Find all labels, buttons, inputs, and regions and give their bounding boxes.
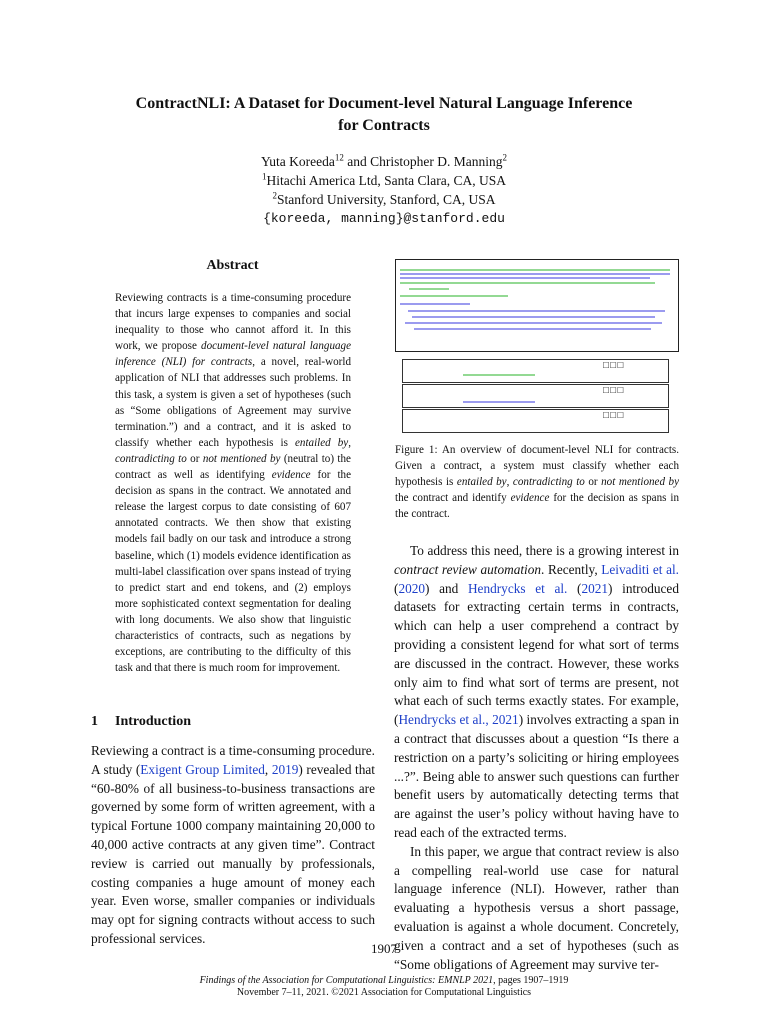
col2-paren: (: [567, 580, 582, 596]
col2-em: contract review automation: [394, 561, 542, 577]
caption-em-entailed: entailed by: [456, 476, 507, 488]
intro-text-2: ) revealed that “60-80% of all business-to-business transactions are governed by some form of written agreement, with a typical Fortune 1000 company maintaining 20,000 to 40,000 active contracts at any given time”. Contract review is carried out manually by professionals, costing companies a huge amount of money each year. Even worse, smaller companies or individuals may opt for signing contracts without access to such professional services.: [91, 761, 375, 946]
caption-or: or: [584, 476, 602, 488]
abstract-text-3: (neutral to) the contract as well as identifying: [115, 452, 351, 482]
author-and: and: [343, 154, 371, 169]
title-line-2: for Contracts: [338, 117, 430, 134]
contract-span-bar: [414, 328, 651, 330]
paper-title: [60, 93, 708, 137]
abstract-comma: ,: [348, 436, 351, 449]
col2-text-2: . Recently,: [541, 561, 602, 577]
affiliation-1-mark: 1: [261, 171, 267, 182]
citation-year-link[interactable]: 2019: [271, 761, 299, 777]
abstract-text-1: Reviewing contracts is a time-consuming procedure that incurs large expenses to companies and social inequality to those who cannot afford it. In this work, we propose: [115, 292, 351, 353]
abstract-or: or: [186, 452, 203, 465]
abstract-em-task: document-level natural language inference (NLI) for contracts: [115, 340, 352, 369]
abstract-text-2: , a novel, real-world application of NLI that addresses such problems. In this task, a system is given a set of hypotheses (such as “Some obligations of Agreement may survive termination.”) and a contract, and it is asked to classify whether each hypothesis is: [115, 356, 351, 449]
caption-em-evidence: evidence: [510, 492, 550, 504]
hypothesis-box-1: [402, 359, 669, 383]
abstract-em-contradicting: contradicting to: [115, 452, 187, 465]
intro-paragraph-2: [394, 542, 679, 843]
col2-text-4: ) introduced datasets for extracting certain terms in contracts, which can help a user comprehend a contract by providing a consistent legend for what sort of terms are discussed in the contract. However, these works only aim to find what sort of terms are present, not what each of such terms exactly states. For example, (: [394, 580, 679, 728]
col2-text-5: ) involves extracting a span in a contract that discusses about a question “Is there a restriction on a party’s soliciting or hiring employees ...?”. Being able to answer such questions can further benefit users by automatically detecting terms that are against the user’s policy without having have to read each of the extracted terms.: [394, 712, 680, 840]
citation-link[interactable]: Hendrycks et al., 2021: [398, 712, 519, 728]
contract-span-bar: [412, 316, 655, 318]
intro-paragraph-1: [91, 742, 375, 949]
footer-pages: , pages 1907–1919: [493, 975, 569, 986]
contract-span-bar: [400, 269, 670, 271]
section-heading-introduction: [91, 714, 191, 730]
intro-comma: ,: [264, 761, 272, 777]
caption-text-2: the contract and identify: [395, 492, 511, 504]
author-2: Christopher D. Manning: [370, 154, 503, 169]
abstract-text-4: for the decision as spans in the contract. We annotated and release the largest corpus to date consisting of 607 annotated contracts. We then show that existing models fail badly on our task and introduce a strong baseline, which (1) models evidence identification as multi-label classification over spans instead of trying to predict start and end tokens, and (2) employs more sophisticated context segmentation for dealing with long documents. We also show that linguistic characteristics of contracts, such as negations by exceptions, are contributing to the difficulty of this task and that there is much room for improvement.: [115, 469, 351, 675]
affiliation-1-text: Hitachi America Ltd, Santa Clara, CA, USA: [266, 173, 507, 188]
caption-text-3: for the decision as spans in the contract.: [395, 492, 679, 520]
author-1-affil: 12: [334, 152, 344, 163]
intro-text-1: Reviewing a contract is a time-consuming procedure. A study (: [91, 743, 375, 777]
abstract-em-entailed: entailed by: [294, 436, 349, 449]
caption-text-1: Figure 1: An overview of document-level NLI for contracts. Given a contract, a system must classify whether each hypothesis is: [395, 444, 679, 488]
citation-year-link[interactable]: 2020: [398, 580, 426, 596]
contract-span-bar: [400, 277, 650, 279]
affiliation-2-text: Stanford University, Stanford, CA, USA: [277, 192, 496, 207]
label-select-icon: ☐☐☐: [602, 386, 624, 395]
title-line-1: ContractNLI: A Dataset for Document-level Natural Language Inference: [135, 95, 633, 112]
footer-venue: Findings of the Association for Computational Linguistics: EMNLP 2021: [199, 975, 494, 986]
footer-line-1: [0, 975, 768, 987]
citation-link[interactable]: Leivaditi et al.: [601, 561, 679, 577]
col2-text-1: To address this need, there is a growing interest in: [410, 543, 679, 558]
label-select-icon: ☐☐☐: [602, 361, 624, 370]
author-email[interactable]: {koreeda, manning}@stanford.edu: [263, 211, 505, 226]
affiliation-1: [60, 171, 708, 190]
section-title: Introduction: [115, 714, 191, 729]
author-1: Yuta Koreeda: [261, 154, 335, 169]
contract-span-bar: [400, 282, 655, 284]
figure-caption: [395, 442, 679, 522]
contract-span-bar: [400, 273, 670, 275]
col2-text-3: ) and: [425, 580, 468, 596]
hypothesis-span-bar: [463, 374, 535, 376]
footer-line-2: November 7–11, 2021. ©2021 Association for Computational Linguistics: [236, 986, 532, 998]
contract-span-bar: [400, 295, 508, 297]
author-2-affil: 2: [502, 152, 507, 163]
abstract-heading: Abstract: [206, 258, 259, 273]
citation-link[interactable]: Exigent Group Limited: [140, 761, 265, 777]
contract-span-bar: [409, 288, 449, 290]
affiliation-2: [60, 190, 708, 209]
section-number: 1: [91, 714, 98, 729]
page-number: 1907: [371, 941, 397, 956]
label-select-icon: ☐☐☐: [602, 411, 624, 420]
author-names: [60, 152, 708, 171]
hypothesis-span-bar: [463, 401, 535, 403]
hypothesis-box-2: [402, 384, 669, 408]
citation-year-link[interactable]: 2021: [581, 580, 609, 596]
contract-span-bar: [408, 310, 665, 312]
caption-em-not-mentioned: not mentioned by: [601, 476, 680, 488]
intro-paragraph-3: In this paper, we argue that contract review is also a compelling real-world use case for natural language inference (NLI). However, rather than evaluating a hypothesis versus a short passage, evaluation is against a whole document. Concretely, given a contract and a set of hypotheses (such as “Some obligations of Agreement may survive ter-: [394, 843, 679, 972]
abstract-em-not-mentioned: not mentioned by: [202, 452, 281, 465]
contract-span-bar: [405, 322, 662, 324]
contract-span-bar: [400, 303, 470, 305]
abstract-body: [115, 290, 351, 676]
caption-comma: ,: [506, 476, 513, 488]
author-block: [60, 152, 708, 228]
affiliation-2-mark: 2: [272, 190, 277, 201]
citation-link[interactable]: Hendrycks et al.: [467, 580, 568, 596]
hypothesis-box-3: [402, 409, 669, 433]
col2-paren: (: [394, 580, 399, 596]
caption-em-contradicting: contradicting to: [512, 476, 585, 488]
right-column-text: [394, 542, 679, 974]
page-footer: [0, 975, 768, 998]
abstract-em-evidence: evidence: [271, 469, 311, 482]
